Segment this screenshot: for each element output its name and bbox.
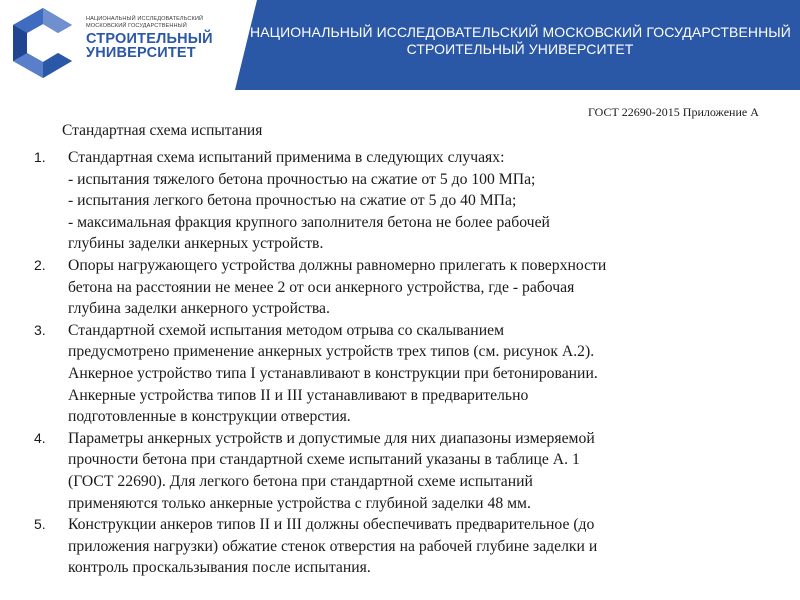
list-item-number: 4. xyxy=(34,429,46,446)
gost-reference: ГОСТ 22690-2015 Приложение А xyxy=(588,105,759,119)
logo-big-line-2: УНИВЕРСИТЕТ xyxy=(86,45,196,61)
list-item xyxy=(18,514,778,579)
list-item xyxy=(18,147,778,255)
list-item-line: Стандартная схема испытаний применима в следующих случаях: xyxy=(68,149,505,166)
list-item-line: предусмотрено применение анкерных устройств трех типов (см. рисунок А.2). xyxy=(68,343,595,361)
list-item-line: подготовленные в конструкции отверстия. xyxy=(68,408,351,426)
list-item-line: Параметры анкерных устройств и допустимые для них диапазоны измеряемой xyxy=(68,429,595,447)
list-item-line: применяются только анкерные устройства с глубиной заделки 48 мм. xyxy=(68,494,531,512)
list-item-number: 2. xyxy=(34,256,46,273)
list-item-line: прочности бетона при стандартной схеме испытаний указаны в таблице А. 1 xyxy=(68,451,580,469)
section-subtitle: Стандартная схема испытания xyxy=(62,122,263,139)
list-item-line: контроль проскальзывания после испытания. xyxy=(68,559,371,577)
logo-small-line-1: НАЦИОНАЛЬНЫЙ ИССЛЕДОВАТЕЛЬСКИЙ xyxy=(86,16,204,22)
list-item-line: - испытания легкого бетона прочностью на сжатие от 5 до 40 МПа; xyxy=(68,192,517,210)
list-item xyxy=(18,428,778,514)
list-item-line: глубины заделки анкерных устройств. xyxy=(68,235,324,253)
list-item-line: глубина заделки анкерного устройства. xyxy=(68,300,330,318)
list-item-line: Стандартной схемой испытания методом отрыва со скалыванием xyxy=(68,321,504,339)
list-item xyxy=(18,320,778,428)
list-item-line: Опоры нагружающего устройства должны равномерно прилегать к поверхности xyxy=(68,256,607,274)
list-item-line: - максимальная фракция крупного заполнителя бетона не более рабочей xyxy=(68,213,550,231)
header-title xyxy=(250,24,790,58)
list-item-line: бетона на расстоянии не менее 2 от оси анкерного устройства, где - рабочая xyxy=(68,278,575,296)
numbered-list xyxy=(18,147,778,579)
list-item-line: приложения нагрузки) обжатие стенок отверстия на рабочей глубине заделки и xyxy=(68,537,598,555)
list-item-line: Анкерные устройства типов II и III устанавливают в предварительно xyxy=(68,386,529,404)
header-title-line-2: СТРОИТЕЛЬНЫЙ УНИВЕРСИТЕТ xyxy=(406,41,634,57)
list-item-number: 5. xyxy=(34,516,46,533)
university-logo-icon xyxy=(6,6,80,80)
list-item-line: (ГОСТ 22690). Для легкого бетона при стандартной схеме испытаний xyxy=(68,472,533,490)
list-item xyxy=(18,255,778,320)
logo-big-line-1: СТРОИТЕЛЬНЫЙ xyxy=(86,31,213,47)
header-title-line-1: НАЦИОНАЛЬНЫЙ ИССЛЕДОВАТЕЛЬСКИЙ МОСКОВСКИЙ ГОСУДАРСТВЕННЫЙ xyxy=(250,24,791,40)
logo-small-line-2: МОСКОВСКИЙ ГОСУДАРСТВЕННЫЙ xyxy=(86,22,187,29)
list-item-number: 1. xyxy=(34,149,46,165)
list-item-line: Анкерное устройство типа I устанавливают в конструкции при бетонировании. xyxy=(68,364,598,382)
list-item-line: Конструкции анкеров типов II и III должны обеспечивать предварительное (до xyxy=(68,516,595,534)
logo-wordmark xyxy=(86,16,213,60)
list-item-line: - испытания тяжелого бетона прочностью на сжатие от 5 до 100 МПа; xyxy=(68,170,536,188)
list-item-number: 3. xyxy=(34,321,46,338)
